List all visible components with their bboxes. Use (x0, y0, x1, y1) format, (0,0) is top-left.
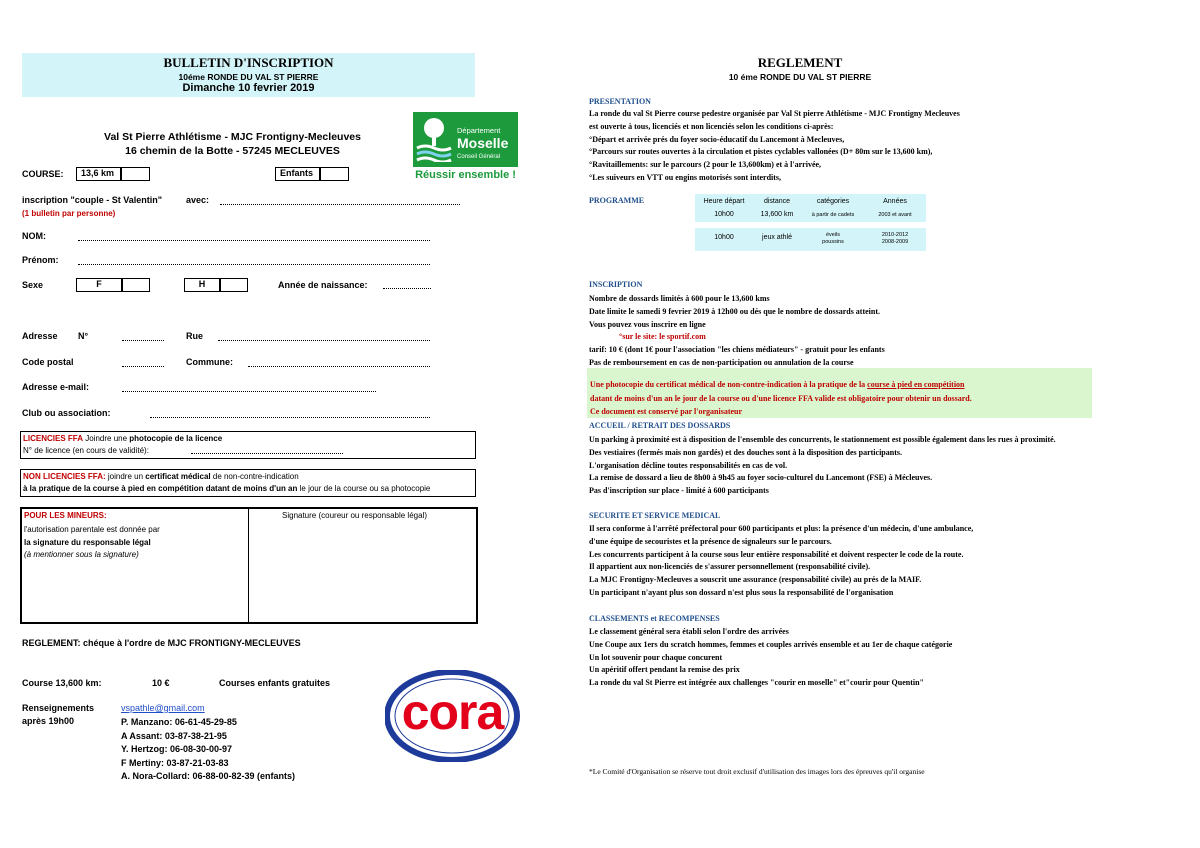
commune-label: Commune: (186, 357, 233, 367)
avec-label: avec: (186, 195, 210, 205)
moselle-logo-line1: Département (457, 126, 501, 135)
programme-cell: jeux athlé (762, 234, 792, 241)
renseignements-label: Renseignements (22, 703, 95, 713)
inscription-line: Nombre de dossards limités à 600 pour le 13,600 kms (589, 294, 770, 303)
enfants-box[interactable]: Enfants (275, 167, 321, 181)
bulletin-subtitle: 10éme RONDE DU VAL ST PIERRE (178, 72, 319, 82)
commune-field[interactable] (248, 358, 430, 367)
classements-line: Un lot souvenir pour chaque concurent (589, 652, 723, 662)
classements-title: CLASSEMENTS et RECOMPENSES (589, 614, 720, 623)
numero-field[interactable] (122, 332, 164, 341)
non-ffa-title: NON LICENCIES FFA: (23, 472, 106, 481)
programme-header: Heure départ (703, 198, 745, 205)
sexe-h-box[interactable]: H (184, 278, 220, 292)
programme-table (695, 194, 926, 251)
bulletin-date: Dimanche 10 fevrier 2019 (182, 82, 315, 94)
organizer-name: Val St Pierre Athlétisme - MJC Frontigny-Mecleuves (104, 131, 361, 143)
ffa-text: Joindre une (83, 434, 130, 443)
course-price-label: Course 13,600 km: (22, 678, 102, 688)
cert-line1 (590, 380, 965, 389)
securite-line: Il sera conforme à l'arrêté préfectoral pour 600 participants et plus: la présence d'un médecin, d'une ambulance, (589, 524, 974, 533)
reglement-subtitle: 10 éme RONDE DU VAL ST PIERRE (728, 72, 872, 82)
securite-list (589, 523, 973, 600)
club-label: Club ou association: (22, 408, 111, 418)
nom-field[interactable] (78, 232, 430, 241)
non-ffa-line1 (23, 472, 299, 481)
classements-list (589, 626, 952, 690)
annee-label: Année de naissance: (278, 280, 368, 290)
signature-area[interactable] (252, 523, 472, 618)
prenom-label: Prénom: (22, 255, 59, 265)
bulletin-note: (1 bulletin par personne) (22, 209, 116, 218)
securite-line: d'une équipe de secouristes et la présence de signaleurs sur le parcours. (589, 536, 832, 546)
cp-label: Code postal (22, 357, 74, 367)
footnote: *Le Comité d'Organisation se réserve tout droit exclusif d'utilisation des images lors des épreuves qu'il organise (589, 767, 925, 776)
rue-field[interactable] (218, 332, 430, 341)
presentation-line: °Les suiveurs en VTT ou engins motorisés sont interdits, (589, 172, 782, 182)
organizer-address: 16 chemin de la Botte - 57245 MECLEUVES (125, 145, 340, 157)
licence-number-field[interactable] (191, 446, 343, 454)
club-field[interactable] (150, 409, 430, 418)
cora-wordmark: cora (401, 684, 504, 740)
reglement-header (585, 53, 1015, 97)
course-13km-checkbox[interactable] (120, 167, 150, 181)
annee-field[interactable] (383, 280, 431, 289)
classements-line: La ronde du val St Pierre est intégrée aux challenges "courir en moselle" et"courir pour Quentin" (589, 678, 924, 688)
programme-cell: 13,600 km (760, 211, 794, 218)
accueil-line: La remise de dossard a lieu de 8h00 à 9h45 au foyer socio-culturel du Lancemont (FSE) à Mécleuves. (589, 473, 933, 483)
email-field[interactable] (122, 383, 376, 392)
ffa-title: LICENCIES FFA (23, 434, 84, 443)
mineurs-title: POUR LES MINEURS: (24, 511, 107, 520)
prenom-field[interactable] (78, 256, 430, 265)
programme-header: catégories (816, 198, 850, 205)
reglement-title: REGLEMENT (757, 55, 843, 70)
cert-line2: datant de moins d'un an le jour de la course ou d'une licence FFA valide est obligatoire pour obtenir un dossard. (590, 394, 972, 403)
cert-line3: Ce document est conservé par l'organisateur (590, 407, 743, 416)
cert-line1-text: Une photocopie du certificat médical de non-contre-indication à la pratique de la (590, 380, 868, 389)
course-price: 10 € (152, 678, 170, 688)
presentation-line: °Parcours sur routes ouvertes à la circulation et pistes cyclables vallonées (D+ 80m sur le 13,600 km), (589, 147, 933, 157)
securite-line: Les concurrents participent à la course sous leur entière responsabilité et doivent respecter le code de la route. (589, 549, 964, 559)
moselle-logo-line3: Conseil Général (457, 154, 501, 160)
programme-header: Années (883, 198, 907, 205)
contact-item: F Mertiny: 03-87-21-03-83 (121, 757, 229, 768)
signature-label: Signature (coureur ou responsable légal) (282, 511, 427, 520)
ffa-box (20, 431, 476, 459)
contact-email-link[interactable]: vspathle@gmail.com (121, 703, 205, 713)
programme-cell: éveils poussins (822, 232, 844, 245)
accueil-line: L'organisation décline toutes responsabilités en cas de vol. (589, 460, 788, 470)
inscription-line: Date limite le samedi 9 fevrier 2019 à 12h00 ou dés que le nombre de dossards atteint. (589, 306, 881, 316)
mineurs-line3: (à mentionner sous la signature) (24, 550, 139, 559)
apres-label: après 19h00 (22, 716, 75, 726)
cert-line1-underlined: course à pied en compétition (867, 380, 965, 389)
presentation-list (589, 108, 960, 185)
classements-line: Le classement général sera établi selon l'ordre des arrivées (589, 627, 789, 636)
numero-label: N° (78, 331, 89, 341)
sexe-label: Sexe (22, 280, 44, 290)
presentation-line: est ouverte à tous, licenciés et non licenciés selon les conditions ci-après: (589, 121, 834, 131)
moselle-logo-line2: Moselle (457, 135, 509, 151)
courses-enfants: Courses enfants gratuites (219, 678, 331, 688)
bulletin-header (22, 53, 475, 97)
bulletin-title: BULLETIN D'INSCRIPTION (163, 55, 334, 70)
divider (248, 509, 249, 622)
accueil-line: Des vestiaires (fermés mais non gardés) et des douches sont à la disposition des participants. (589, 447, 902, 457)
sexe-f-box[interactable]: F (76, 278, 122, 292)
presentation-line: La ronde du val St Pierre course pedestre organisée par Val St pierre Athlétisme - MJC Frontigny Mecleuves (589, 109, 960, 118)
non-ffa-bold2: à la pratique de la course à pied en compétition datant de moins d'un an (23, 484, 298, 493)
ffa-line1 (23, 434, 222, 443)
accueil-line: Un parking à proximité est à disposition de l'ensemble des concurrents, le stationnement est possible également dans les rues à proximité. (589, 435, 1056, 444)
couple-label: inscription "couple - St Valentin" (22, 195, 163, 205)
remboursement-line: Pas de remboursement en cas de non-participation ou annulation de la course (589, 357, 854, 367)
non-ffa-text2: de non-contre-indication (210, 472, 299, 481)
presentation-title: PRESENTATION (589, 97, 651, 106)
classements-line: Un apéritif offert pendant la remise des prix (589, 665, 740, 675)
inscription-line: Vous pouvez vous inscrire en ligne (589, 319, 706, 329)
accueil-title: ACCUEIL / RETRAIT DES DOSSARDS (589, 421, 731, 430)
site-link[interactable]: °sur le site: le sportif.com (619, 332, 706, 342)
accueil-list (589, 434, 1056, 498)
non-ffa-text1: joindre un (105, 472, 146, 481)
non-ffa-box (20, 469, 476, 497)
programme-cell: 2010-2012 2008-2009 (881, 232, 909, 245)
sexe-f-checkbox[interactable] (122, 278, 150, 292)
contacts-list (121, 716, 295, 784)
email-label: Adresse e-mail: (22, 382, 90, 392)
course-13km-box[interactable]: 13,6 km (76, 167, 122, 181)
inscription-list (589, 293, 885, 370)
ffa-line2: N° de licence (en cours de validité): (23, 446, 149, 455)
contact-item: Y. Hertzog: 06-08-30-00-97 (121, 744, 233, 754)
contact-item: A Assant: 03-87-38-21-95 (121, 730, 227, 741)
adresse-label: Adresse (22, 331, 58, 341)
mineurs-line2: la signature du responsable légal (24, 538, 151, 547)
rue-label: Rue (186, 331, 204, 341)
moselle-logo-box (413, 112, 518, 167)
organizer-block (60, 130, 405, 158)
nom-label: NOM: (22, 231, 46, 241)
contact-item: P. Manzano: 06-61-45-29-85 (121, 717, 237, 727)
inscription-title: INSCRIPTION (589, 280, 643, 289)
securite-line: Un participant n'ayant plus son dossard n'est plus sous la responsabilité de l'organisation (589, 587, 894, 597)
accueil-line: Pas d'inscription sur place - limité à 600 participants (589, 486, 769, 496)
cora-logo (385, 670, 520, 762)
non-ffa-text3: le jour de la course ou sa photocopie (297, 484, 431, 493)
classements-line: Une Coupe aux 1ers du scratch hommes, femmes et couples arrivés ensemble et au 1er de chaque catégorie (589, 639, 953, 649)
sexe-h-checkbox[interactable] (220, 278, 248, 292)
programme-cell: 10h00 (714, 234, 734, 241)
presentation-line: °Ravitaillements: sur le parcours (2 pour le 13,600km) et à l'arrivée, (589, 160, 822, 170)
tree-icon (415, 116, 453, 162)
programme-gap (695, 222, 926, 228)
reglement-line: REGLEMENT: chéque à l'ordre de MJC FRONTIGNY-MECLEUVES (22, 638, 301, 648)
programme-cell: 10h00 (714, 211, 734, 218)
presentation-line: °Départ et arrivée prés du foyer socio-éducatif du Lancemont à Mecleuves, (589, 134, 845, 144)
course-label: COURSE: (22, 169, 64, 179)
securite-title: SECURITE ET SERVICE MEDICAL (589, 511, 721, 520)
contact-item: A. Nora-Collard: 06-88-00-82-39 (enfants) (121, 771, 296, 781)
non-ffa-line2 (23, 484, 430, 493)
programme-cell: à partir de cadets (811, 212, 855, 218)
programme-title: PROGRAMME (589, 196, 645, 205)
ffa-bold: photocopie de la licence (129, 434, 223, 443)
moselle-logo (411, 112, 520, 184)
mineurs-signature-box (20, 507, 478, 624)
tarif-line: tarif: 10 € (dont 1€ pour l'association "les chiens médiateurs" - gratuit pour les enfants (589, 345, 885, 355)
moselle-slogan: Réussir ensemble ! (415, 169, 516, 181)
avec-field[interactable] (220, 196, 460, 205)
mineurs-line1: l'autorisation parentale est donnée par (24, 525, 160, 534)
certificat-box (587, 368, 1092, 418)
programme-cell: 2003 et avant (878, 212, 912, 218)
securite-line: Il appartient aux non-licenciés de s'assurer personnellement (responsabilité civile). (589, 562, 871, 572)
securite-line: La MJC Frontigny-Mecleuves a souscrit une assurance (responsabilité civile) au prés de la MAIF. (589, 575, 922, 585)
non-ffa-bold1: certificat médical (145, 472, 211, 481)
programme-header: distance (763, 198, 791, 205)
enfants-checkbox[interactable] (319, 167, 349, 181)
cp-field[interactable] (122, 358, 164, 367)
